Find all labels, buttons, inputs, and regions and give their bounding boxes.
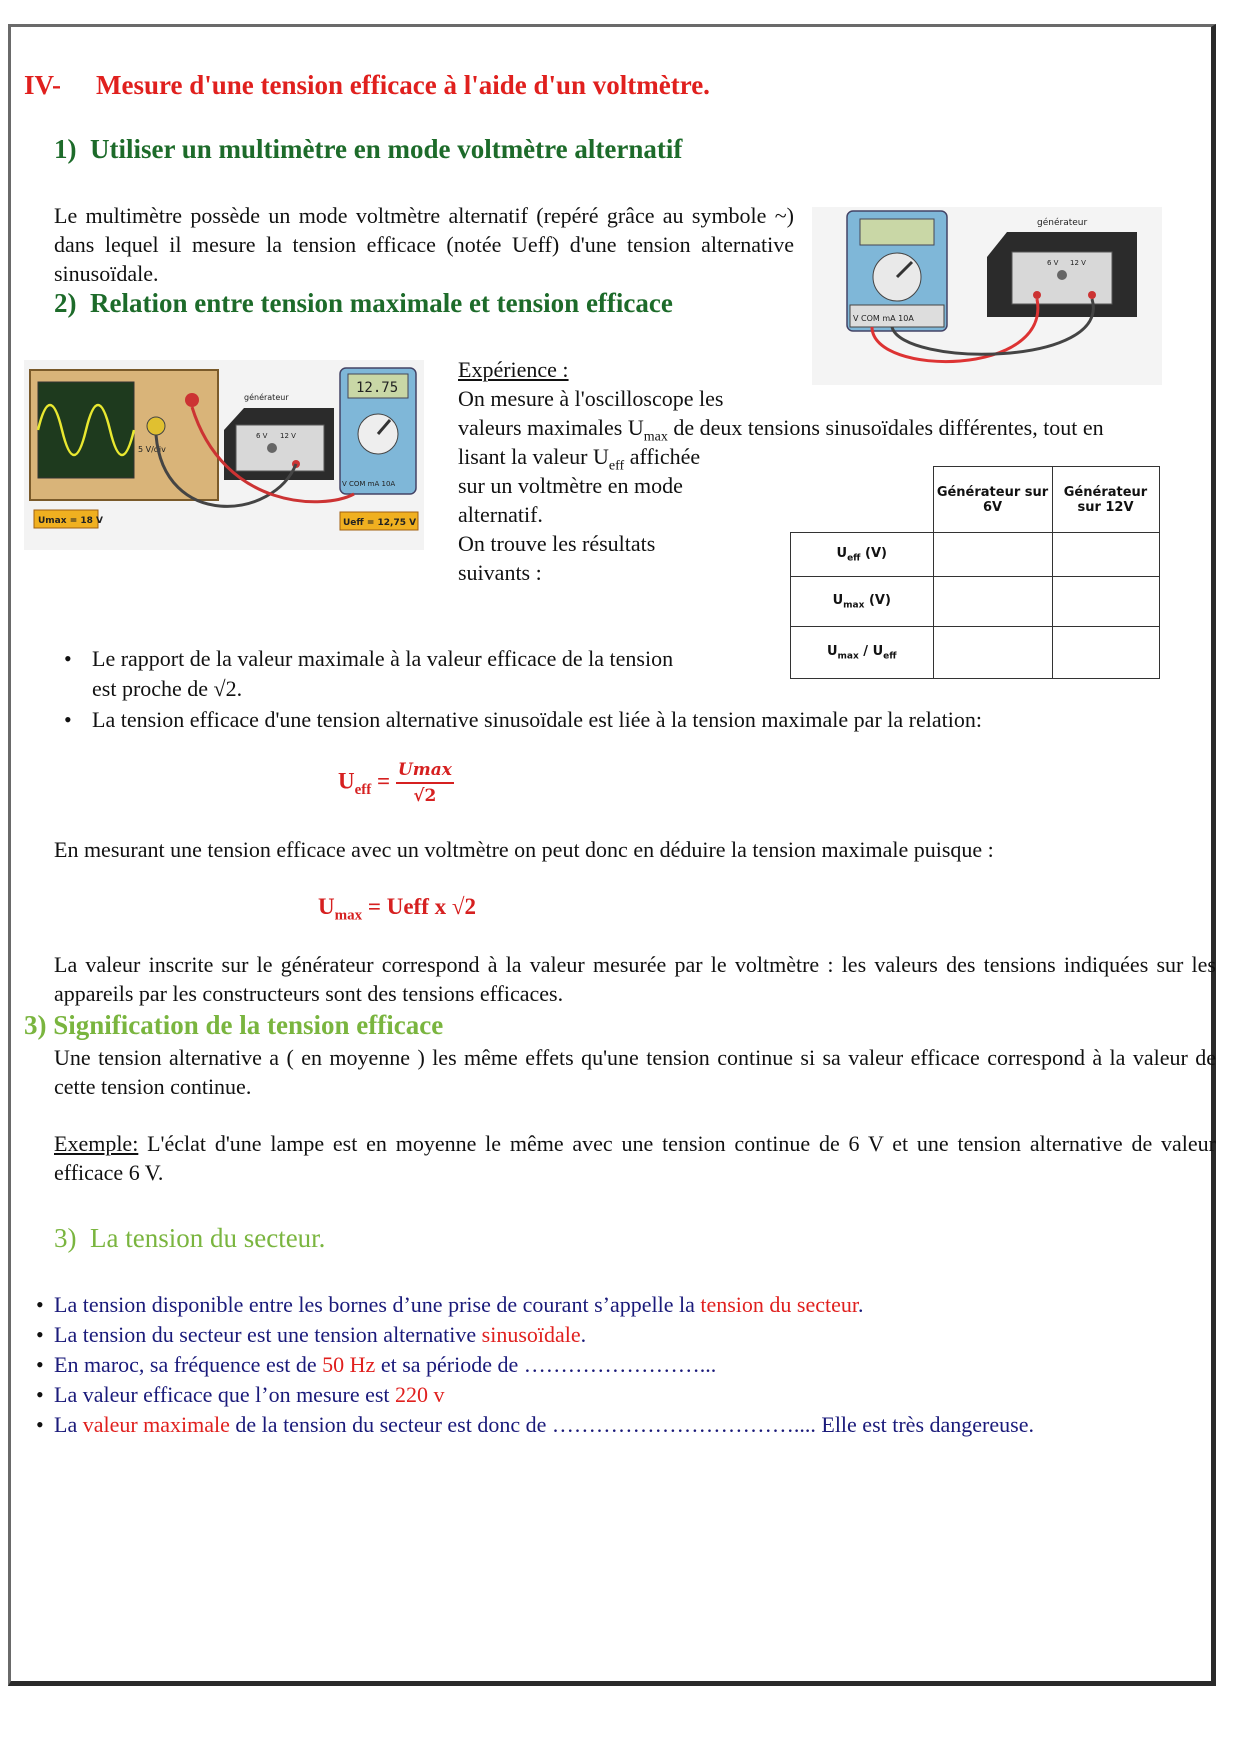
svg-text:6 V: 6 V	[256, 432, 268, 440]
section-number: IV-	[24, 70, 61, 100]
experience-line-1: On mesure à l'oscilloscope les	[458, 386, 724, 411]
table-cell[interactable]	[1052, 533, 1159, 577]
experience-line-7: suivants :	[458, 560, 542, 585]
subsection-1-title: 1) Utiliser un multimètre en mode voltmètre alternatif	[54, 134, 683, 164]
table-row-ueff-label: $U_{eff}$ (V)	[791, 533, 934, 577]
figure-oscilloscope-setup	[24, 360, 424, 550]
formula-umax: $U_{max}$ = Ueff x √2	[318, 894, 476, 924]
subsection-2-title: 2) Relation entre tension maximale et tension efficace	[54, 288, 673, 318]
meter-terminals-label: V COM mA 10A	[853, 314, 914, 323]
deduce-paragraph: En mesurant une tension efficace avec un voltmètre on peut donc en déduire la tension maximale puisque :	[54, 837, 994, 862]
umax-tag: Umax = 18 V	[38, 516, 103, 526]
secteur-list	[28, 1290, 1218, 1440]
relation-bullet-list	[54, 705, 1224, 735]
list-item: • Le rapport de la valeur maximale à la valeur efficace de la tension est proche de √2.	[54, 644, 694, 704]
svg-text:générateur: générateur	[244, 393, 289, 402]
svg-text:6 V: 6 V	[1047, 259, 1059, 267]
section-title-text: Mesure d'une tension efficace à l'aide d'un voltmètre.	[96, 70, 710, 100]
formula-ueff: $U_{eff}$ = $\frac{Umax}{√2}$	[338, 760, 452, 806]
ueff-tag: Ueff = 12,75 V	[343, 518, 417, 528]
ratio-bullet-list	[54, 644, 694, 704]
example-paragraph: Exemple: L'éclat d'une lampe est en moyenne le même avec une tension continue de 6 V et une tension alternative de valeur efficace 6 V.	[54, 1131, 1216, 1185]
list-item: • La valeur maximale de la tension du secteur est donc de …………………………….... Elle est très dangereuse.	[28, 1410, 1218, 1440]
subsection-4-title: 3) La tension du secteur.	[54, 1223, 326, 1253]
list-item: • La tension disponible entre les bornes d’une prise de courant s’appelle la tension du secteur.	[28, 1290, 1218, 1320]
table-cell[interactable]	[933, 577, 1052, 627]
experience-line-3: lisant la valeur $U_{eff}$ affichée	[458, 444, 701, 474]
table-cell[interactable]	[1052, 627, 1159, 679]
svg-text:V COM mA 10A: V COM mA 10A	[342, 480, 396, 488]
list-item: • La valeur efficace que l’on mesure est 220 v	[28, 1380, 1218, 1410]
svg-text:12 V: 12 V	[280, 432, 296, 440]
table-cell[interactable]	[933, 533, 1052, 577]
table-row-umax-label: $U_{max}$ (V)	[791, 577, 934, 627]
experience-line-6: On trouve les résultats	[458, 531, 656, 556]
experience-line-5: alternatif.	[458, 502, 543, 527]
experience-line-4: sur un voltmètre en mode	[458, 473, 683, 498]
table-cell[interactable]	[1052, 577, 1159, 627]
results-table	[790, 466, 1160, 679]
list-item: • En maroc, sa fréquence est de 50 Hz et sa période de ……………………...	[28, 1350, 1218, 1380]
svg-text:12 V: 12 V	[1070, 259, 1086, 267]
list-item: • La tension efficace d'une tension alternative sinusoïdale est liée à la tension maximale par la relation:	[54, 705, 1224, 735]
meter-display: 12.75	[356, 380, 399, 396]
experience-block	[458, 355, 793, 384]
subsection-3-title: 3) Signification de la tension efficace	[24, 1010, 444, 1040]
table-header-6v: Générateur sur 6V	[933, 467, 1052, 533]
figure-multimeter-generator	[812, 207, 1162, 385]
section-title	[24, 70, 710, 101]
sub1-paragraph: Le multimètre possède un mode voltmètre alternatif (repéré grâce au symbole ~) dans lequel il mesure la tension efficace (notée Ueff) d'une tension alternative sinusoïdale.	[54, 203, 794, 286]
generator-paragraph: La valeur inscrite sur le générateur correspond à la valeur mesurée par le voltmètre : les valeurs des tensions indiquées sur les appareils par les constructeurs sont des tensions efficaces.	[54, 952, 1216, 1006]
table-cell[interactable]	[933, 627, 1052, 679]
experience-line-2: valeurs maximales $U_{max}$ de deux tensions sinusoïdales différentes, tout en	[458, 415, 1104, 445]
table-header-12v: Générateur sur 12V	[1052, 467, 1159, 533]
scope-scale-label: 5 V/div	[138, 445, 166, 454]
list-item: • La tension du secteur est une tension alternative sinusoïdale.	[28, 1320, 1218, 1350]
signification-paragraph: Une tension alternative a ( en moyenne ) les même effets qu'une tension continue si sa valeur efficace correspond à la valeur de cette tension continue.	[54, 1045, 1216, 1099]
generator-label: générateur	[1037, 218, 1088, 228]
experience-label: Expérience :	[458, 357, 569, 382]
example-label: Exemple:	[54, 1131, 139, 1156]
table-row-ratio-label: $U_{max} / U_{eff}$	[791, 627, 934, 679]
